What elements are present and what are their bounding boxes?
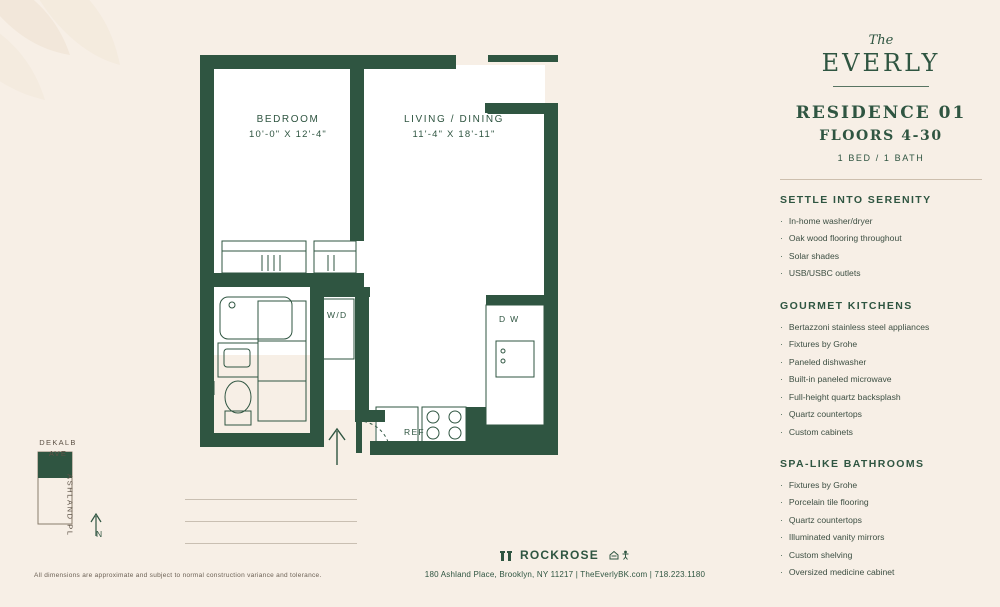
bullet-icon: · bbox=[780, 374, 783, 385]
feature-item bbox=[780, 338, 982, 350]
brand-the: The bbox=[868, 33, 894, 48]
keymap-street-dekalb: DEKALB AVE bbox=[39, 438, 77, 459]
feature-item bbox=[780, 514, 982, 526]
feature-text: Built-in paneled microwave bbox=[788, 374, 892, 385]
feature-item bbox=[780, 321, 982, 333]
room-dim-living-dining: 11'-4" X 18'-11" bbox=[412, 128, 496, 140]
feature-text: Porcelain tile flooring bbox=[788, 497, 869, 508]
section-title-kitchens: GOURMET KITCHENS bbox=[780, 299, 913, 312]
bullet-icon: · bbox=[780, 514, 783, 525]
bullet-icon: · bbox=[780, 250, 783, 261]
brand-name: EVERLY bbox=[821, 49, 941, 77]
room-name-bedroom: BEDROOM bbox=[256, 114, 320, 125]
feature-item bbox=[780, 391, 982, 403]
bullet-icon: · bbox=[780, 567, 783, 578]
equal-housing-icons bbox=[609, 550, 630, 560]
feature-text: Solar shades bbox=[788, 250, 840, 261]
bullet-icon: · bbox=[780, 497, 783, 508]
brand-lockup bbox=[780, 34, 982, 87]
feature-text: Custom cabinets bbox=[788, 426, 853, 437]
feature-text: Oversized medicine cabinet bbox=[788, 567, 895, 578]
disclaimer-text: All dimensions are approximate and subject to normal construction variance and tolerance. bbox=[34, 572, 322, 579]
feature-item bbox=[780, 373, 982, 385]
room-name-living-dining: LIVING / DINING bbox=[403, 114, 505, 125]
feature-text: Bertazzoni stainless steel appliances bbox=[788, 321, 930, 332]
room-label-living-dining bbox=[370, 112, 538, 142]
feature-item bbox=[780, 531, 982, 543]
feature-text: Illuminated vanity mirrors bbox=[788, 532, 885, 543]
bullet-icon: · bbox=[780, 216, 783, 226]
appliance-label-ref: REF bbox=[404, 427, 425, 437]
feature-text: Quartz countertops bbox=[788, 514, 862, 525]
equal-housing-icon bbox=[609, 550, 619, 560]
keymap-north-label: N bbox=[96, 529, 104, 539]
bullet-icon: · bbox=[780, 233, 783, 244]
feature-item bbox=[780, 232, 982, 244]
residence-beds-baths: 1 BED / 1 BATH bbox=[837, 153, 925, 163]
footer-branding bbox=[400, 548, 730, 579]
section-divider bbox=[780, 179, 982, 180]
keymap-street-ashland: ASHLAND PL bbox=[65, 474, 75, 537]
bullet-icon: · bbox=[780, 549, 783, 560]
feature-item bbox=[780, 408, 982, 420]
feature-item bbox=[780, 426, 982, 438]
footer-address: 180 Ashland Place, Brooklyn, NY 11217 | TheEverlyBK.com | 718.223.1180 bbox=[424, 570, 706, 579]
info-panel bbox=[760, 0, 1000, 607]
room-label-bedroom bbox=[214, 112, 362, 142]
feature-text: Custom shelving bbox=[788, 549, 853, 560]
note-line bbox=[185, 522, 357, 544]
feature-text: USB/USBC outlets bbox=[788, 268, 861, 279]
bullet-icon: · bbox=[780, 409, 783, 420]
brand-divider bbox=[833, 86, 929, 87]
feature-item bbox=[780, 267, 982, 279]
residence-floors: FLOORS 4-30 bbox=[819, 128, 943, 144]
room-dim-bedroom: 10'-0" X 12'-4" bbox=[248, 128, 327, 140]
feature-item bbox=[780, 215, 982, 227]
feature-text: Full-height quartz backsplash bbox=[788, 391, 901, 402]
feature-text: Oak wood flooring throughout bbox=[788, 233, 902, 244]
feature-text: Fixtures by Grohe bbox=[788, 339, 858, 350]
note-line bbox=[185, 478, 357, 500]
page-title: RESIDENCE 01 bbox=[795, 103, 967, 123]
bullet-icon: · bbox=[780, 321, 783, 332]
feature-item bbox=[780, 479, 982, 491]
feature-text: Fixtures by Grohe bbox=[788, 479, 858, 490]
bullet-icon: · bbox=[780, 426, 783, 437]
feature-text: Paneled dishwasher bbox=[788, 356, 867, 367]
bullet-icon: · bbox=[780, 532, 783, 543]
note-lines bbox=[185, 478, 357, 544]
appliance-label-wd: W/D bbox=[327, 310, 348, 320]
north-arrow-plan bbox=[315, 425, 359, 465]
feature-item bbox=[780, 549, 982, 561]
bullet-icon: · bbox=[780, 479, 783, 490]
bullet-icon: · bbox=[780, 339, 783, 350]
feature-item bbox=[780, 250, 982, 262]
bullet-icon: · bbox=[780, 391, 783, 402]
developer-name: ROCKROSE bbox=[520, 548, 599, 562]
bullet-icon: · bbox=[780, 268, 783, 279]
section-title-bathrooms: SPA-LIKE BATHROOMS bbox=[780, 457, 925, 470]
feature-text: Quartz countertops bbox=[788, 409, 862, 420]
feature-item bbox=[780, 356, 982, 368]
rockrose-logo-icon bbox=[500, 549, 514, 562]
appliance-label-dw: D W bbox=[499, 314, 520, 324]
accessibility-icon bbox=[621, 550, 630, 560]
note-line bbox=[185, 500, 357, 522]
section-title-serenity: SETTLE INTO SERENITY bbox=[780, 194, 932, 206]
bullet-icon: · bbox=[780, 356, 783, 367]
feature-text: In-home washer/dryer bbox=[788, 216, 873, 226]
feature-item bbox=[780, 566, 982, 578]
feature-item bbox=[780, 496, 982, 508]
